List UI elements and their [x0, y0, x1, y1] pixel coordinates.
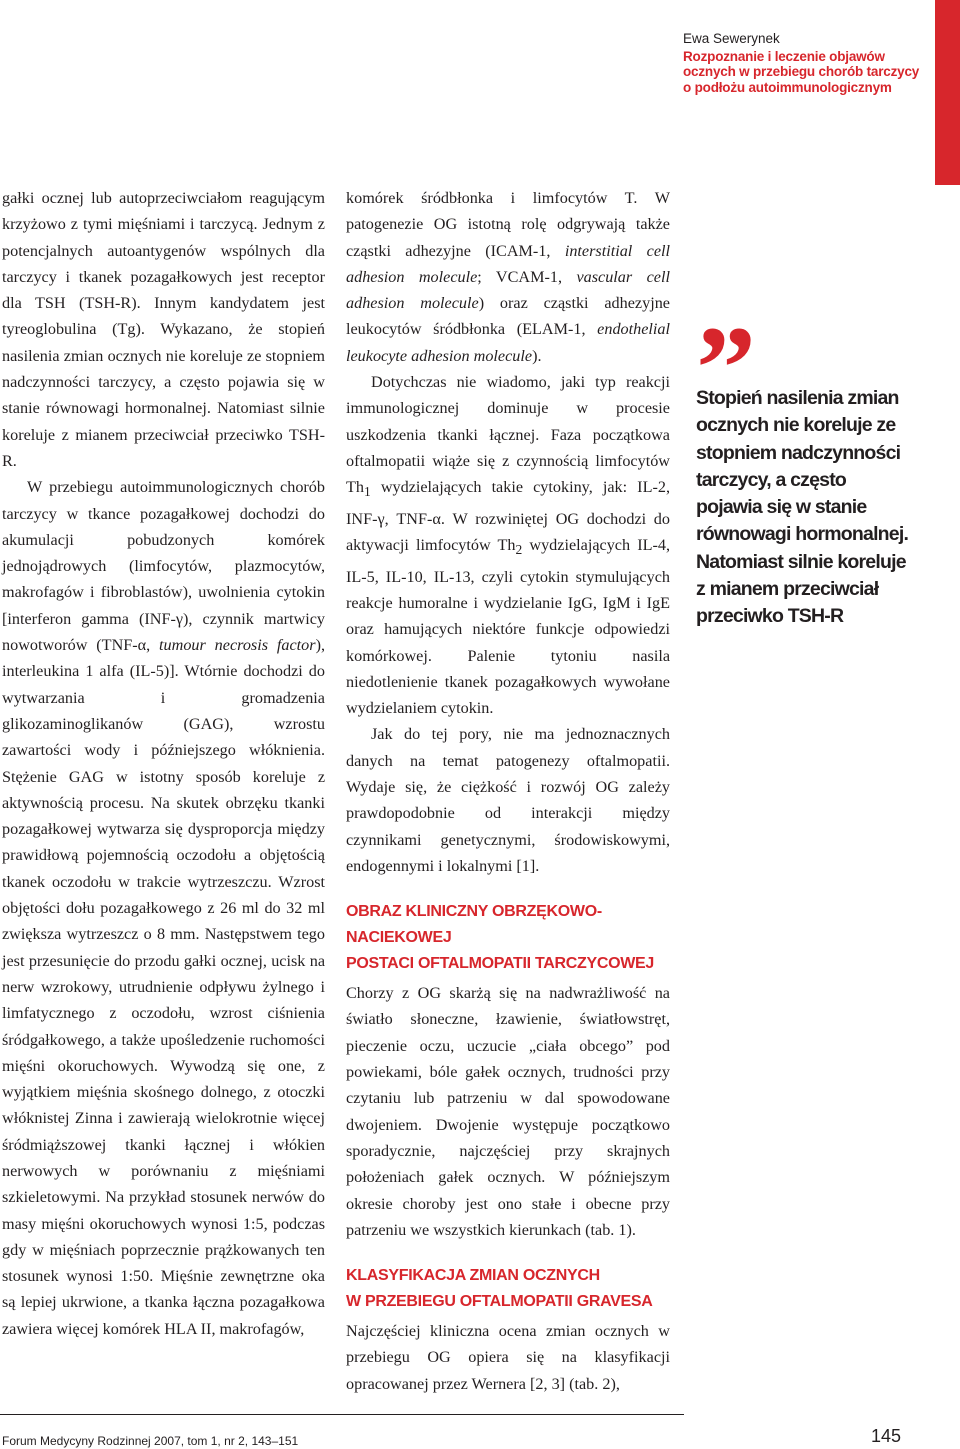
left-paragraph-2: W przebiegu autoimmunologicznych chorób tarczycy w tkance pozagałkowej dochodzi do akumulacji pobudzonych komórek jednojądrowych (limfocytów, plazmocytów, makrofagów i fibroblastów), uwolnienia cytokin [interferon gamma (INF-γ), czynnik martwicy nowotworów (TNF-α, tumour necrosis factor), interleukina 1 alfa (IL-5)]. Wtórnie dochodzi do wytwarzania i gromadzenia glikozaminoglikanów (GAG), wzrostu zawartości wody i późniejszego włóknienia. Stężenie GAG w istotny sposób koreluje z aktywnością procesu. Na skutek obrzęku tkanki pozagałkowej wytwarza się dysproporcja między prawidłową pojemnością oczodołu a objętością tkanek oczodołu w trakcie wytrzeszczu. Wzrost objętości dołu pozagałkowego z 26 ml do 32 ml zwiększa wytrzeszcz o 8 mm. Następstwem tego jest przesunięcie do przodu gałki ocznej, ucisk na nerw wzrokowy, utrudnienie odpływu żylnego i limfatycznego z oczodołu, wzrost ciśnienia śródgałkowego, a także upośledzenie ruchomości mięśni okoruchowych. Wywodzą się one, z wyjątkiem mięśnia skośnego dolnego, z otoczki włóknistej Zinna i zawierają wielokrotnie więcej śródmiąższowej tkanki łącznej i włókien nerwowych w porównaniu z mięśniami szkieletowymi. Na przykład stosunek nerwów do masy mięśni okoruchowych wynosi 1:5, podczas gdy w mięśniach poprzecznie prążkowanych ten stosunek wynosi 1:50. Mięśnie zewnętrzne oka są lepiej ukrwione, a tkanka łączna pozagałkowa zawiera więcej komórek HLA II, makrofagów, — [2, 478, 325, 1338]
page-number: 145 — [871, 1426, 902, 1446]
footer-citation: Forum Medycyny Rodzinnej 2007, tom 1, nr 2, 143–151 — [2, 1434, 299, 1448]
middle-paragraph-4: Chorzy z OG skarżą się na nadwrażliwość na światło słoneczne, łzawienie, światłowstręt, pieczenie oczu, uczucie „ciała obcego” pod powiekami, bóle gałek ocznych, trudności przy czytaniu lub patrzeniu w dal spowodowane dwojeniem. Dwojenie występuje początkowo sporadycznie, najczęściej przy skrajnych położeniach gałek ocznych. W późniejszym okresie choroby jest ono stałe i obecne przy patrzeniu we wszystkich kierunkach (tab. 1). — [346, 984, 670, 1239]
middle-paragraph-3: Jak do tej pory, nie ma jednoznacznych danych na temat patogenezy oftalmopatii. Wydaje się, że ciężkość i rozwój OG zależy prawdopodobnie od interakcji między czynnikami genetycznymi, środowiskowymi, endogennymi i lokalnymi [1]. — [346, 725, 670, 875]
pull-quote — [696, 301, 910, 631]
running-head-author: Ewa Sewerynek — [683, 31, 780, 46]
section-heading-classification: KLASYFIKACJA ZMIAN OCZNYCH W PRZEBIEGU OFTALMOPATII GRAVESA — [346, 1267, 653, 1311]
pull-quote-text: Stopień nasilenia zmian ocznych nie koreluje ze stopniem nadczynności tarczycy, a często pojawia się w stanie równowagi hormonalnej. Natomiast silnie koreluje z mianem przeciwciał przeciwko TSH-R — [696, 387, 909, 628]
left-paragraph-1: gałki ocznej lub autoprzeciwciałom reagującym krzyżowo z tymi mięśniami i tarczycą. Jednym z potencjalnych autoantygenów wspólnych dla tarczycy i tkanek pozagałkowych jest receptor dla TSH (TSH-R). Innym kandydatem jest tyreoglobulina (Tg). Wykazano, że stopień nasilenia zmian ocznych nie koreluje ze stopniem nadczynności tarczycy, a często pojawia się w stanie równowagi hormonalnej. Natomiast silnie koreluje z mianem przeciwciał przeciwko TSH-R. — [2, 189, 325, 470]
running-head — [683, 31, 923, 95]
middle-text-column — [346, 185, 670, 1397]
quote-mark-icon: ” — [696, 301, 740, 434]
middle-paragraph-2: Dotychczas nie wiadomo, jaki typ reakcji immunologicznej dominuje w procesie uszkodzenia tkanki łącznej. Faza początkowa oftalmopatii wiąże się z czynnością limfocytów $Th_1$ wydzielających takie cytokiny, jak: IL-2, INF-γ, TNF-α. W rozwiniętej OG dochodzi do aktywacji limfocytów $Th_2$ wydzielających IL-4, IL-5, IL-10, IL-13, czyli cytokin stymulujących reakcje humoralne i wydzielanie IgG, IgM i IgE oraz hamujących niektóre funkcje odpowiedzi komórkowej. Palenie tytoniu nasila niedotlenienie tkanek pozagałkowych wywołane wydzielaniem cytokin. — [346, 373, 670, 718]
red-corner-bar — [935, 0, 960, 185]
running-head-title: Rozpoznanie i leczenie objawów ocznych w przebiegu chorób tarczycy o podłożu autoimmunologicznym — [683, 48, 920, 95]
left-text-column — [2, 185, 325, 1342]
footer-rule — [0, 1414, 684, 1415]
section-heading-clinical-picture: OBRAZ KLINICZNY OBRZĘKOWO-NACIEKOWEJ POSTACI OFTALMOPATII TARCZYCOWEJ — [346, 903, 655, 973]
middle-paragraph-5: Najczęściej kliniczna ocena zmian ocznych w przebiegu OG opiera się na klasyfikacji opracowanej przez Wernera [2, 3] (tab. 2), — [346, 1322, 670, 1393]
middle-paragraph-1: komórek śródbłonka i limfocytów T. W patogenezie OG istotną rolę odgrywają także cząstki adhezyjne (ICAM-1, interstitial cell adhesion molecule; VCAM-1, vascular cell adhesion molecule) oraz cząstki adhezyjne leukocytów śródbłonka (ELAM-1, endothelial leukocyte adhesion molecule). — [346, 189, 671, 365]
